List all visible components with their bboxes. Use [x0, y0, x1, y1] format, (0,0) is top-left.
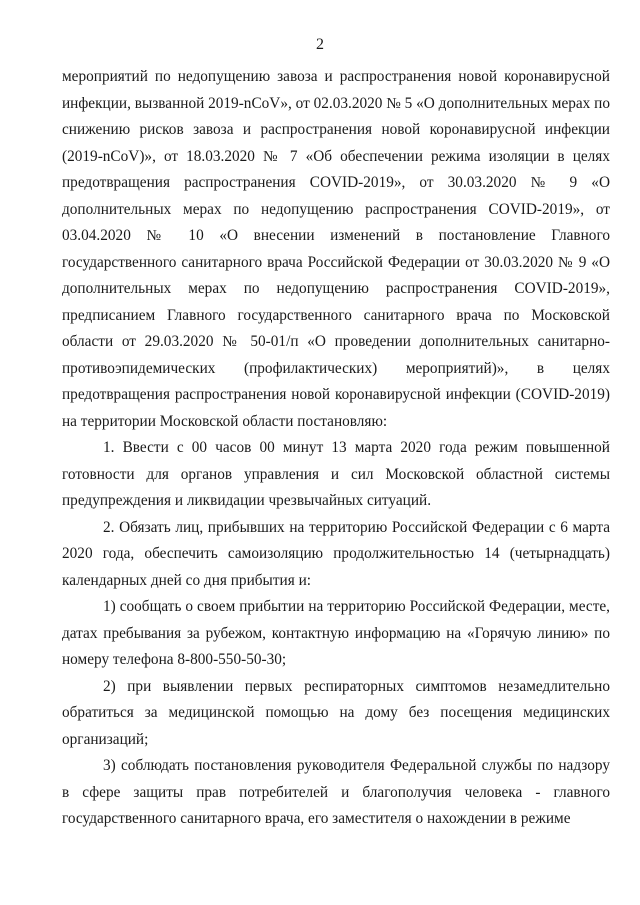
page-number: 2 [316, 36, 324, 53]
paragraph-preamble: мероприятий по недопущению завоза и распространения новой коронавирусной инфекции, вызванной 2019-nCoV», от 02.03.2020 № 5 «О дополнительных мерах по снижению рисков завоза и распространения новой коронавирусной инфекции (2019-nCoV)», от 18.03.2020 № 7 «Об обеспечении режима изоляции в целях предотвращения распространения COVID-2019», от 30.03.2020 № 9 «О дополнительных мерах по недопущению распространения COVID-2019», от 03.04.2020 № 10 «О внесении изменений в постановление Главного государственного санитарного врача Российской Федерации от 30.03.2020 № 9 «О дополнительных мерах по недопущению распространения COVID-2019», предписанием Главного государственного санитарного врача по Московской области от 29.03.2020 № 50-01/п «О проведении дополнительных санитарно-противоэпидемических (профилактических) мероприятий)», в целях предотвращения распространения новой коронавирусной инфекции (COVID-2019) на территории Московской области постановляю: [62, 68, 610, 430]
paragraph-subitem-1: 1) сообщать о своем прибытии на территорию Российской Федерации, месте, датах пребывания за рубежом, контактную информацию на «Горячую линию» по номеру телефона 8-800-550-50-30; [62, 598, 610, 668]
paragraph-subitem-3: 3) соблюдать постановления руководителя Федеральной службы по надзору в сфере защиты прав потребителей и благополучия человека - главного государственного санитарного врача, его заместителя о нахождении в режиме [62, 757, 610, 827]
paragraph-item-2: 2. Обязать лиц, прибывших на территорию Российской Федерации с 6 марта 2020 года, обеспечить самоизоляцию продолжительностью 14 (четырнадцать) календарных дней со дня прибытия и: [62, 518, 610, 589]
paragraph-subitem-2: 2) при выявлении первых респираторных симптомов незамедлительно обратиться за медицинской помощью на дому без посещения медицинских организаций; [62, 677, 610, 748]
paragraph-item-1: 1. Ввести с 00 часов 00 минут 13 марта 2020 года режим повышенной готовности для органов управления и сил Московской областной системы предупреждения и ликвидации чрезвычайных ситуаций. [62, 439, 610, 509]
document-body [62, 64, 610, 833]
